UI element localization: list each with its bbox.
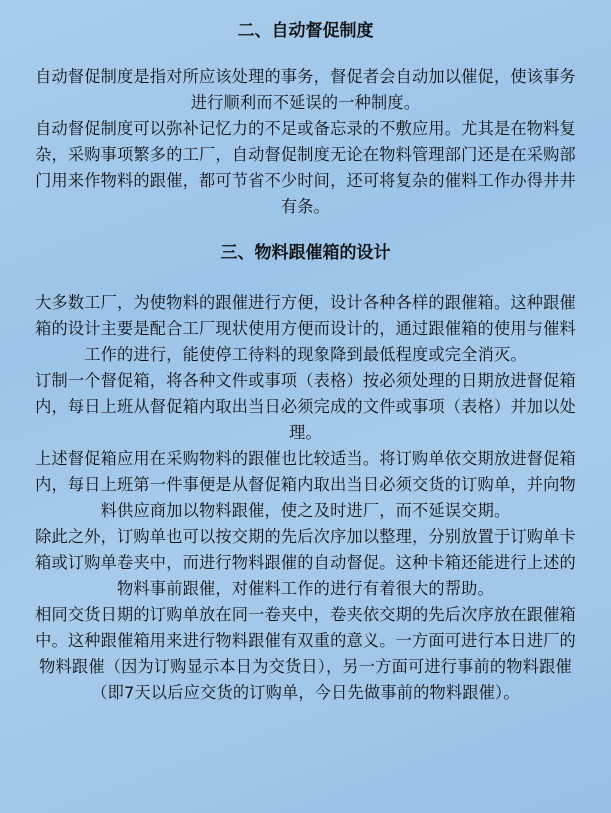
spacer (30, 220, 581, 240)
paragraph-follow-up-box-intro: 大多数工厂，为使物料的跟催进行方便，设计各种各样的跟催箱。这种跟催箱的设计主要是配合工厂现状使用方便而设计的，通过跟催箱的使用与催料工作的进行，能使停工待料的现象降到最低程度或完全消灭。 (35, 293, 576, 364)
section-heading-follow-up-box: 三、物料跟催箱的设计 (220, 243, 391, 263)
paragraph-urging-box-usage: 订制一个督促箱，将各种文件或事项（表格）按必须处理的日期放进督促箱内，每日上班从督促箱内取出当日必须完成的文件或事项（表格）并加以处理。 (35, 371, 576, 442)
paragraph-double-meaning: 相同交货日期的订购单放在同一卷夹中，卷夹依交期的先后次序放在跟催箱中。这种跟催箱用来进行物料跟催有双重的意义。一方面可进行本日进厂的物料跟催（因为订购显示本日为交货日），另一方面可进行事前的物料跟催（即7天以后应交货的订购单，今日先做事前的物料跟催）。 (35, 605, 576, 702)
section-heading-auto-urging: 二、自动督促制度 (237, 21, 374, 41)
spacer (30, 266, 581, 290)
spacer (30, 44, 581, 64)
paragraph-auto-urging-definition: 自动督促制度是指对所应该处理的事务，督促者会自动加以催促，使该事务进行顺利而不延误的一种制度。 (35, 67, 576, 112)
paragraph-purchase-order-urging: 上述督促箱应用在采购物料的跟催也比较适当。将订购单依交期放进督促箱内，每日上班第一件事便是从督促箱内取出当日必须交货的订购单，并向物料供应商加以物料跟催，使之及时进厂，而不延误交期。 (35, 449, 576, 520)
paragraph-card-box: 除此之外，订购单也可以按交期的先后次序加以整理，分别放置于订购单卡箱或订购单卷夹中，而进行物料跟催的自动督促。这种卡箱还能进行上述的物料事前跟催，对催料工作的进行有着很大的帮助。 (35, 527, 576, 598)
paragraph-auto-urging-benefits: 自动督促制度可以弥补记忆力的不足或备忘录的不敷应用。尤其是在物料复杂，采购事项繁多的工厂，自动督促制度无论在物料管理部门还是在采购部门用来作物料的跟催，都可节省不少时间，还可将复杂的催料工作办得井井有条。 (35, 119, 576, 216)
